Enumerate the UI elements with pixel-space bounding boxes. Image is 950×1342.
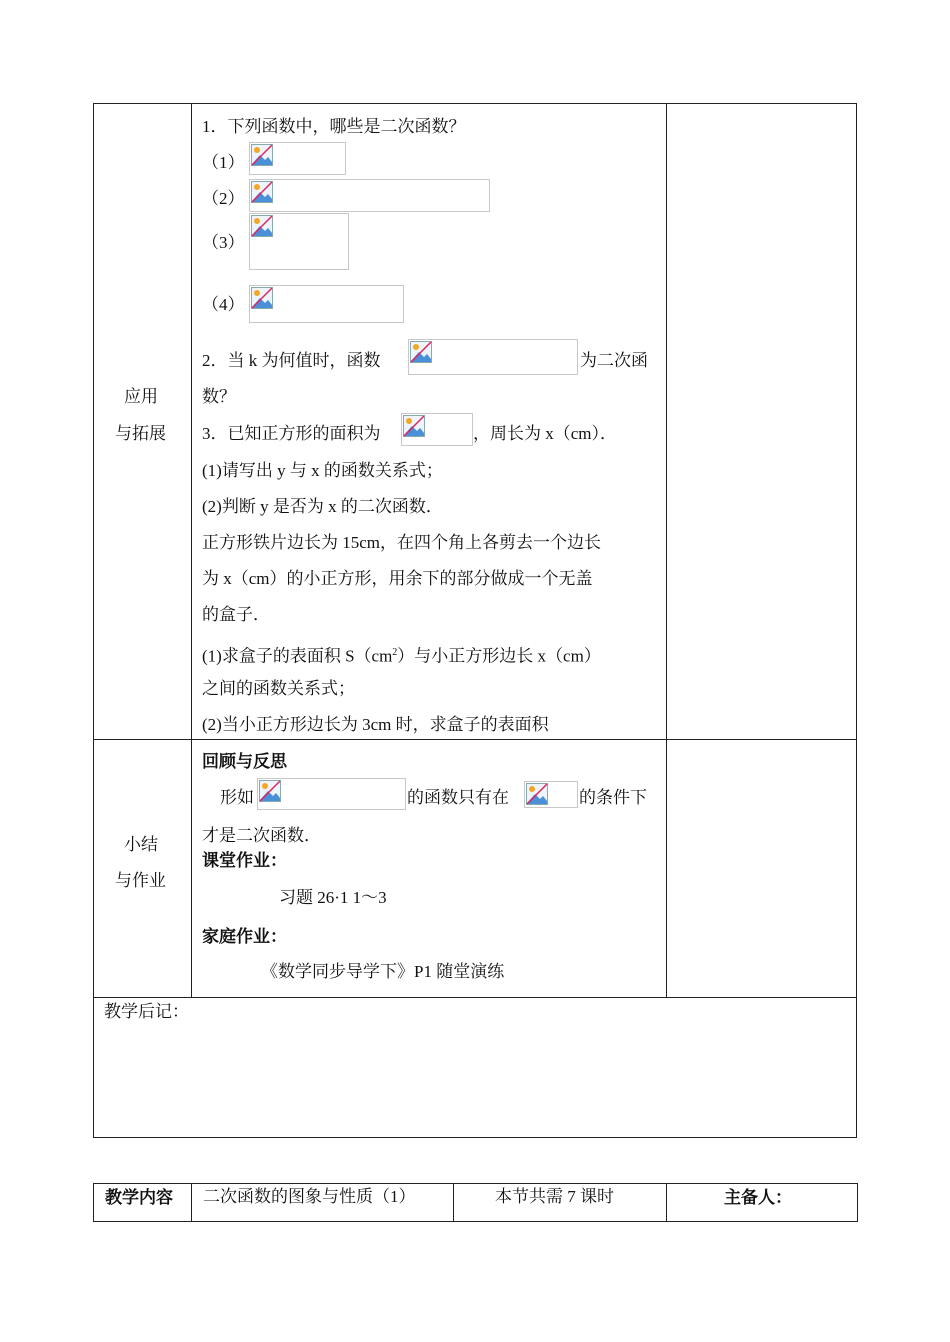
- question3-part2: (2)判断 y 是否为 x 的二次函数．: [202, 497, 443, 516]
- review-suffix: 的条件下: [579, 788, 647, 807]
- question2-line2: 数？: [202, 387, 236, 406]
- table-top-border: [93, 103, 857, 104]
- question3-part1: (1)请写出 y 与 x 的函数关系式；: [202, 461, 443, 480]
- broken-image-icon: [251, 144, 273, 166]
- question4-part1-b: ）与小正方形边长 x（cm）: [397, 646, 601, 666]
- footer-lesson-title: 二次函数的图象与性质（1）: [203, 1187, 416, 1206]
- broken-image-icon: [403, 415, 425, 437]
- footer-table-top-border: [93, 1183, 858, 1184]
- section1-label-line2: 与拓展: [115, 424, 166, 443]
- formula-image-3: [249, 213, 349, 270]
- broken-image-icon: [259, 780, 281, 802]
- review-prefix: 形如: [220, 788, 254, 807]
- homework-text: 《数学同步导学下》P1 随堂演练: [261, 962, 505, 981]
- question2-suffix: 为二次函: [580, 351, 648, 370]
- homework-heading: 家庭作业：: [202, 927, 287, 946]
- broken-image-icon: [251, 215, 273, 237]
- formula-image-4: [249, 285, 404, 323]
- formula-image-2: [249, 179, 490, 212]
- question4-part1-line2: 之间的函数关系式；: [202, 679, 355, 698]
- teaching-notes-label: 教学后记：: [104, 1002, 189, 1021]
- question4-part2: (2)当小正方形边长为 3cm 时，求盒子的表面积: [202, 715, 549, 734]
- question3-suffix: ，周长为 x（cm）．: [473, 424, 618, 443]
- footer-col-divider-3: [666, 1183, 667, 1222]
- section1-label-line1: 应用: [124, 387, 158, 406]
- question1-item-2-label: （2）: [202, 189, 245, 208]
- broken-image-icon: [410, 341, 432, 363]
- review-heading: 回顾与反思: [202, 752, 287, 771]
- section2-label-line1: 小结: [124, 835, 158, 854]
- classwork-heading: 课堂作业：: [202, 851, 287, 870]
- table-left-border: [93, 103, 94, 1138]
- table-right-border: [856, 103, 857, 1138]
- footer-col-divider-2: [453, 1183, 454, 1222]
- row-divider-2: [93, 997, 857, 998]
- question4-part1: [202, 642, 601, 668]
- broken-image-icon: [251, 181, 273, 203]
- section2-label-line2: 与作业: [115, 871, 166, 890]
- row-divider-1: [93, 739, 857, 740]
- formula-image-1: [249, 142, 346, 175]
- question4-part1-a: (1)求盒子的表面积 S（cm: [202, 646, 393, 666]
- question2-prefix: 2．当 k 为何值时，函数: [202, 351, 381, 370]
- review-middle: 的函数只有在: [407, 788, 509, 807]
- footer-preparer-label: 主备人：: [724, 1188, 792, 1207]
- review-line2: 才是二次函数．: [202, 826, 321, 845]
- footer-teaching-content-label: 教学内容: [105, 1188, 173, 1207]
- footer-table-left-border: [93, 1183, 94, 1222]
- question1-title: 1．下列函数中，哪些是二次函数？: [202, 117, 466, 136]
- question4-line2: 为 x（cm）的小正方形，用余下的部分做成一个无盖: [202, 569, 593, 588]
- question3-prefix: 3．已知正方形的面积为: [202, 424, 381, 443]
- superscript-2: 2: [392, 647, 398, 658]
- footer-col-divider-1: [191, 1183, 192, 1222]
- classwork-text: 习题 26·1 1～3: [279, 888, 387, 907]
- question1-item-4-label: （4）: [202, 295, 245, 314]
- table-bottom-border: [93, 1137, 857, 1138]
- column-divider-1: [191, 103, 192, 998]
- question4-line3: 的盒子．: [202, 605, 270, 624]
- formula-image-6: [401, 413, 473, 446]
- question1-item-1-label: （1）: [202, 153, 245, 172]
- question1-item-3-label: （3）: [202, 233, 245, 252]
- column-divider-2: [666, 103, 667, 998]
- formula-image-8: [524, 781, 578, 808]
- footer-table-right-border: [857, 1183, 858, 1222]
- footer-lesson-count: 本节共需 7 课时: [495, 1187, 614, 1206]
- question4-line1: 正方形铁片边长为 15cm，在四个角上各剪去一个边长: [202, 533, 602, 552]
- broken-image-icon: [251, 287, 273, 309]
- broken-image-icon: [526, 783, 548, 805]
- footer-table-bottom-border: [93, 1221, 858, 1222]
- formula-image-7: [257, 778, 406, 810]
- formula-image-5: [408, 339, 578, 375]
